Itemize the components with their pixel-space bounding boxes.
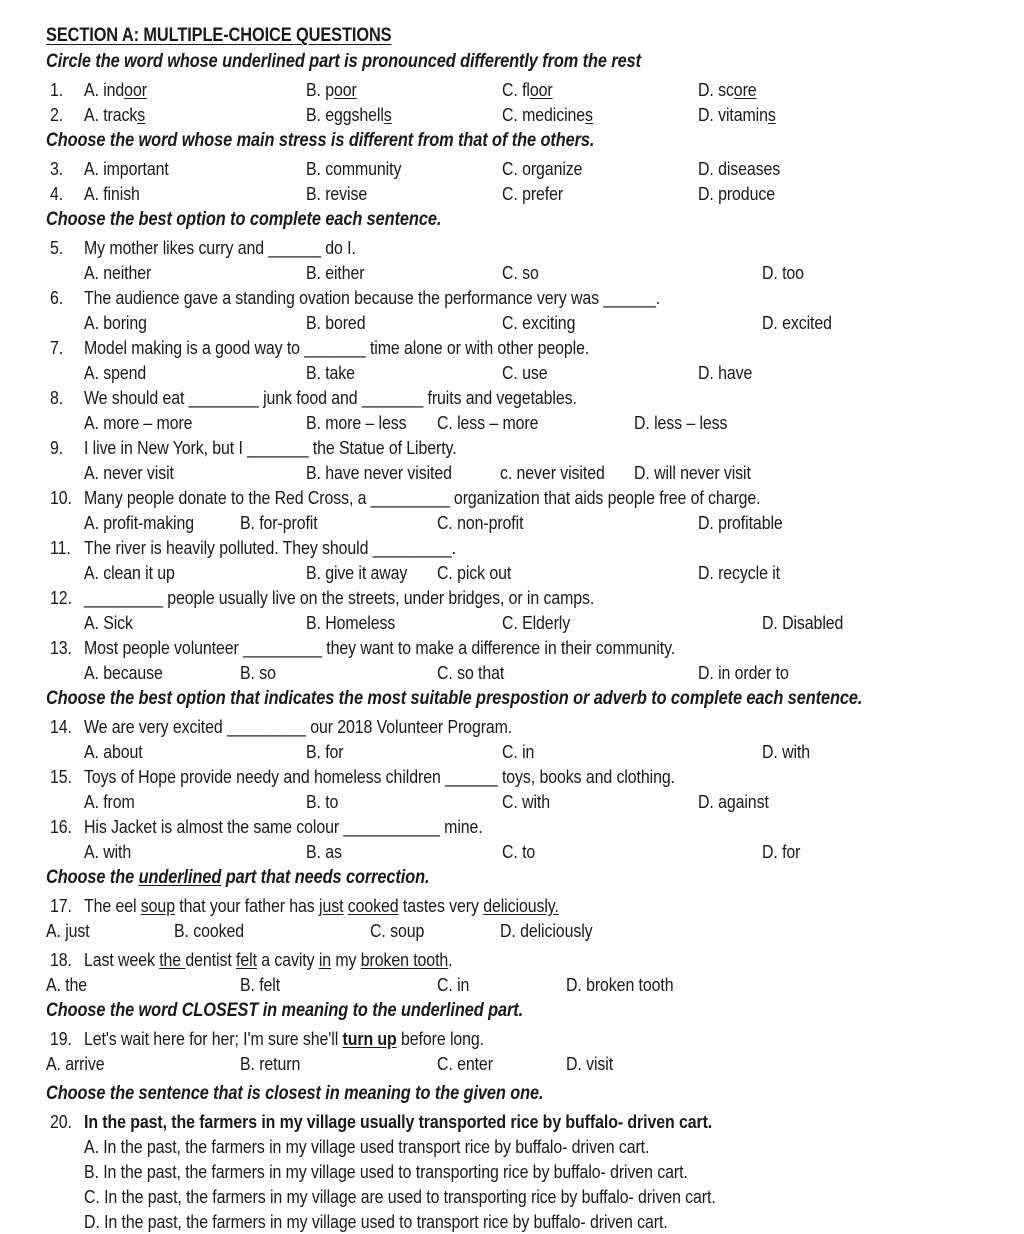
option-d: D. recycle it bbox=[698, 562, 780, 583]
option-b: B. In the past, the farmers in my village used to transporting rice by buffalo- driven cart. bbox=[84, 1161, 688, 1182]
question-number: 14. bbox=[50, 716, 72, 737]
option-c: C. in bbox=[437, 974, 470, 995]
option-a: A. never visit bbox=[84, 462, 174, 483]
option-a: A. In the past, the farmers in my village used transport rice by buffalo- driven cart. bbox=[84, 1136, 650, 1157]
option-a: A. finish bbox=[84, 183, 140, 204]
option-d: D. too bbox=[762, 262, 804, 283]
option-d: D. have bbox=[698, 362, 753, 383]
question-stem: Last week the dentist felt a cavity in my broken tooth. bbox=[84, 949, 453, 970]
question-stem: Many people donate to the Red Cross, a _________ organization that aids people free of charge. bbox=[84, 487, 761, 508]
question-stem: Toys of Hope provide needy and homeless children ______ toys, books and clothing. bbox=[84, 766, 675, 787]
option-d: D. deliciously bbox=[500, 920, 593, 941]
option-a: A. clean it up bbox=[84, 562, 175, 583]
question-number: 16. bbox=[50, 816, 72, 837]
question-stem: I live in New York, but I _______ the Statue of Liberty. bbox=[84, 437, 457, 458]
option-c: C. pick out bbox=[437, 562, 512, 583]
option-a: A. neither bbox=[84, 262, 152, 283]
question-number: 20. bbox=[50, 1111, 72, 1132]
option-a: A. about bbox=[84, 741, 143, 762]
option-c: C. use bbox=[502, 362, 548, 383]
question-stem: Model making is a good way to _______ time alone or with other people. bbox=[84, 337, 590, 358]
question-number: 19. bbox=[50, 1028, 72, 1049]
question-stem: My mother likes curry and ______ do I. bbox=[84, 237, 356, 258]
option-b: B. community bbox=[306, 158, 402, 179]
question-number: 15. bbox=[50, 766, 72, 787]
option-a: A. Sick bbox=[84, 612, 133, 633]
option-b: B. for bbox=[306, 741, 344, 762]
question-stem: _________ people usually live on the streets, under bridges, or in camps. bbox=[84, 587, 595, 608]
question-stem: We should eat ________ junk food and _______ fruits and vegetables. bbox=[84, 387, 577, 408]
question-stem: In the past, the farmers in my village usually transported rice by buffalo- driven cart. bbox=[84, 1111, 713, 1132]
instruction-closest-sentence: Choose the sentence that is closest in meaning to the given one. bbox=[46, 1083, 544, 1104]
option-a: A. profit-making bbox=[84, 512, 195, 533]
option-c: c. never visited bbox=[500, 462, 605, 483]
option-b: B. cooked bbox=[174, 920, 244, 941]
option-c: C. with bbox=[502, 791, 551, 812]
option-b: B. as bbox=[306, 841, 342, 862]
instruction-pronunciation: Circle the word whose underlined part is pronounced differently from the rest bbox=[46, 51, 642, 72]
option-a: A. because bbox=[84, 662, 163, 683]
option-d: D. diseases bbox=[698, 158, 781, 179]
option-a: A. spend bbox=[84, 362, 147, 383]
option-b: B. so bbox=[240, 662, 276, 683]
option-d: D. vitamins bbox=[698, 104, 776, 125]
question-number: 13. bbox=[50, 637, 72, 658]
option-a: A. boring bbox=[84, 312, 147, 333]
question-number: 12. bbox=[50, 587, 72, 608]
option-a: A. from bbox=[84, 791, 135, 812]
option-c: C. so that bbox=[437, 662, 505, 683]
option-a: A. just bbox=[46, 920, 90, 941]
option-c: C. prefer bbox=[502, 183, 564, 204]
question-stem: Let's wait here for her; I'm sure she'll turn up before long. bbox=[84, 1028, 485, 1049]
option-a: A. indoor bbox=[84, 79, 147, 100]
option-b: B. either bbox=[306, 262, 365, 283]
option-b: B. felt bbox=[240, 974, 281, 995]
option-c: C. medicines bbox=[502, 104, 593, 125]
option-b: B. poor bbox=[306, 79, 357, 100]
question-stem: The river is heavily polluted. They should _________. bbox=[84, 537, 456, 558]
option-c: C. non-profit bbox=[437, 512, 524, 533]
instruction-best-option: Choose the best option to complete each sentence. bbox=[46, 209, 442, 230]
option-c: C. soup bbox=[370, 920, 425, 941]
question-number: 17. bbox=[50, 895, 72, 916]
question-stem: The audience gave a standing ovation because the performance very was ______. bbox=[84, 287, 661, 308]
instruction-closest-word: Choose the word CLOSEST in meaning to the underlined part. bbox=[46, 1000, 524, 1021]
option-b: B. to bbox=[306, 791, 339, 812]
question-stem: The eel soup that your father has just cooked tastes very deliciously. bbox=[84, 895, 559, 916]
option-c: C. In the past, the farmers in my village are used to transporting rice by buffalo- driven cart. bbox=[84, 1186, 716, 1207]
instruction-correction: Choose the underlined part that needs correction. bbox=[46, 867, 430, 888]
question-number: 5. bbox=[50, 237, 64, 258]
option-c: C. so bbox=[502, 262, 539, 283]
option-c: C. organize bbox=[502, 158, 583, 179]
option-b: B. eggshells bbox=[306, 104, 392, 125]
option-b: B. bored bbox=[306, 312, 366, 333]
option-c: C. floor bbox=[502, 79, 553, 100]
option-d: D. less – less bbox=[634, 412, 728, 433]
option-c: C. less – more bbox=[437, 412, 539, 433]
option-d: D. with bbox=[762, 741, 811, 762]
instruction-stress: Choose the word whose main stress is different from that of the others. bbox=[46, 130, 595, 151]
option-a: A. important bbox=[84, 158, 169, 179]
option-d: D. excited bbox=[762, 312, 832, 333]
option-b: B. return bbox=[240, 1053, 301, 1074]
option-a: A. the bbox=[46, 974, 88, 995]
question-stem: His Jacket is almost the same colour ___________ mine. bbox=[84, 816, 483, 837]
question-number: 7. bbox=[50, 337, 64, 358]
question-number: 11. bbox=[50, 537, 71, 558]
option-d: D. in order to bbox=[698, 662, 789, 683]
option-d: D. Disabled bbox=[762, 612, 844, 633]
question-number: 9. bbox=[50, 437, 64, 458]
option-d: D. broken tooth bbox=[566, 974, 674, 995]
option-d: D. score bbox=[698, 79, 757, 100]
option-b: B. revise bbox=[306, 183, 368, 204]
question-stem: Most people volunteer _________ they want to make a difference in their community. bbox=[84, 637, 676, 658]
question-number: 4. bbox=[50, 183, 64, 204]
question-number: 2. bbox=[50, 104, 64, 125]
question-stem: We are very excited _________ our 2018 Volunteer Program. bbox=[84, 716, 513, 737]
option-a: A. tracks bbox=[84, 104, 146, 125]
option-d: D. against bbox=[698, 791, 769, 812]
section-title: SECTION A: MULTIPLE-CHOICE QUESTIONS bbox=[46, 25, 392, 46]
question-number: 18. bbox=[50, 949, 72, 970]
option-c: C. Elderly bbox=[502, 612, 571, 633]
option-a: A. more – more bbox=[84, 412, 193, 433]
question-number: 8. bbox=[50, 387, 64, 408]
option-d: D. produce bbox=[698, 183, 775, 204]
option-b: B. more – less bbox=[306, 412, 407, 433]
option-a: A. arrive bbox=[46, 1053, 105, 1074]
option-d: D. profitable bbox=[698, 512, 783, 533]
option-a: A. with bbox=[84, 841, 132, 862]
question-number: 10. bbox=[50, 487, 72, 508]
option-b: B. for-profit bbox=[240, 512, 318, 533]
option-c: C. enter bbox=[437, 1053, 493, 1074]
option-b: B. take bbox=[306, 362, 355, 383]
option-d: D. In the past, the farmers in my village used to transport rice by buffalo- driven cart. bbox=[84, 1211, 668, 1232]
option-c: C. exciting bbox=[502, 312, 576, 333]
option-b: B. give it away bbox=[306, 562, 408, 583]
option-c: C. to bbox=[502, 841, 536, 862]
option-c: C. in bbox=[502, 741, 535, 762]
question-number: 1. bbox=[50, 79, 64, 100]
question-number: 6. bbox=[50, 287, 64, 308]
option-b: B. Homeless bbox=[306, 612, 396, 633]
option-d: D. for bbox=[762, 841, 801, 862]
option-b: B. have never visited bbox=[306, 462, 452, 483]
option-d: D. will never visit bbox=[634, 462, 751, 483]
instruction-preposition: Choose the best option that indicates the most suitable prespostion or adverb to complete each sentence. bbox=[46, 688, 863, 709]
question-number: 3. bbox=[50, 158, 64, 179]
option-d: D. visit bbox=[566, 1053, 614, 1074]
